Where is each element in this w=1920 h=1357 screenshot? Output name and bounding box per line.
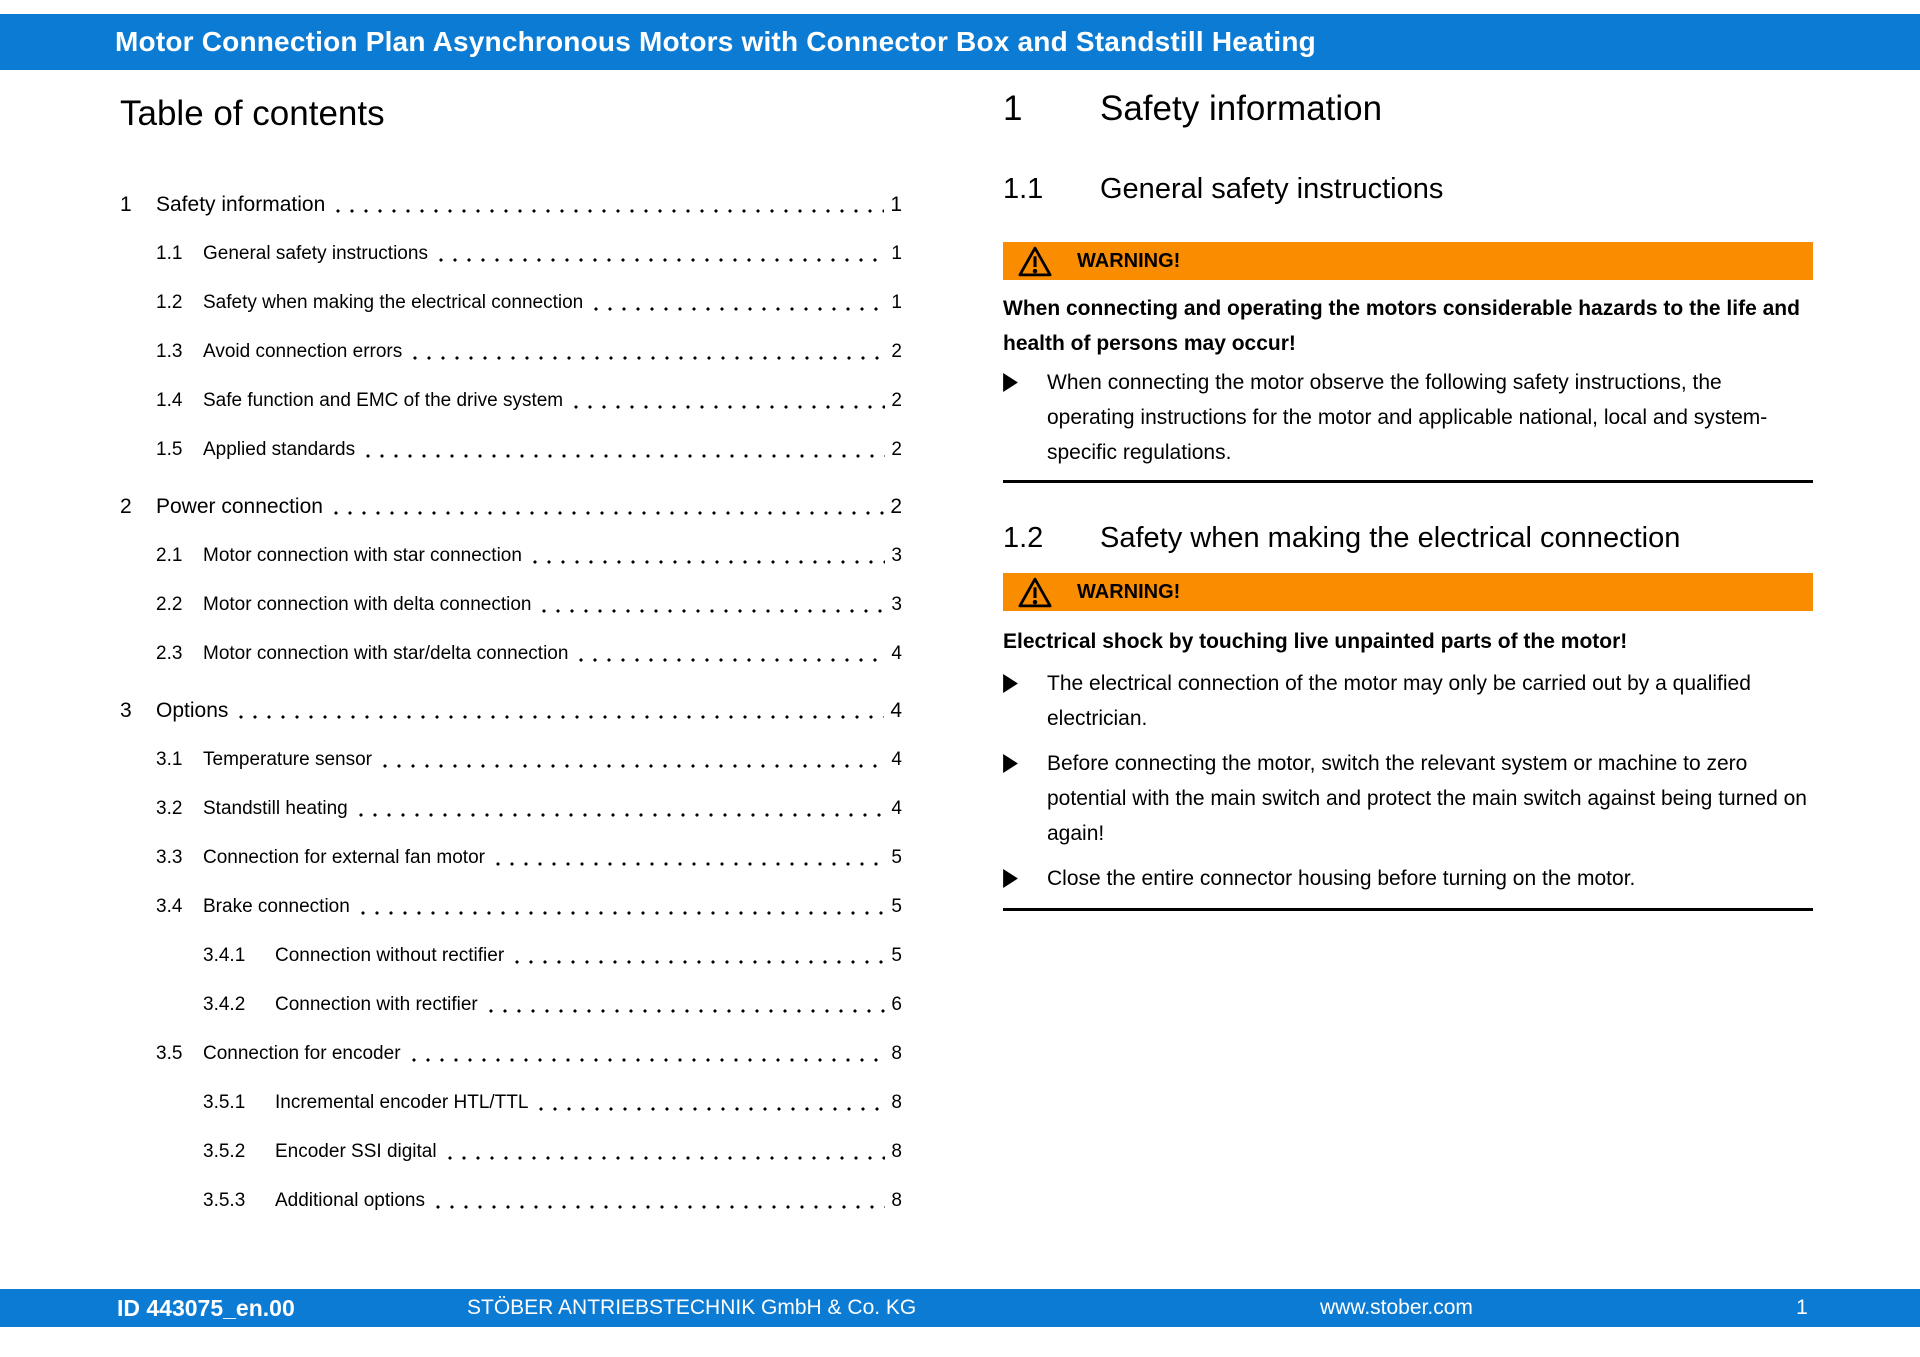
toc-item-number: 3.2 <box>156 798 183 819</box>
toc-item-title: Motor connection with delta connection <box>203 594 532 615</box>
bullet-text: When connecting the motor observe the following safety instructions, the operating instructions for the motor and applicable national, local and system-specific regulations. <box>1047 371 1768 464</box>
warning-banner <box>1003 242 1813 280</box>
toc-page-number: 8 <box>891 1190 902 1211</box>
toc-leader-dots <box>354 813 886 817</box>
toc-item-number: 3.4.1 <box>203 945 246 966</box>
toc-item-number: 3.3 <box>156 847 183 868</box>
toc-row[interactable] <box>120 376 902 425</box>
toc-item-title: Incremental encoder HTL/TTL <box>275 1092 529 1113</box>
toc-item-number: 2.1 <box>156 545 183 566</box>
toc-item-title: Standstill heating <box>203 798 348 819</box>
toc-item-title: Connection for external fan motor <box>203 847 485 868</box>
section-heading-1-1 <box>1003 172 1813 207</box>
bullet-arrow-icon <box>1003 365 1047 470</box>
toc-item-number: 3.5 <box>156 1043 183 1064</box>
section-heading-1-2 <box>1003 521 1813 556</box>
toc-item-number: 2 <box>120 495 132 518</box>
bullet-arrow-icon <box>1003 861 1047 896</box>
toc-page-number: 8 <box>891 1043 902 1064</box>
bullet-arrow-icon <box>1003 666 1047 736</box>
section-title: Safety when making the electrical connection <box>1100 522 1681 554</box>
section-title: Safety information <box>1100 89 1383 128</box>
divider-rule <box>1003 480 1813 483</box>
toc-item-number: 2.3 <box>156 643 183 664</box>
toc-leader-dots <box>528 560 885 564</box>
warning-bullet-list <box>1003 365 1813 470</box>
toc-page-number: 2 <box>891 439 902 460</box>
toc-item-number: 3.4.2 <box>203 994 246 1015</box>
toc-item-title: Connection with rectifier <box>275 994 478 1015</box>
toc-item-number: 3 <box>120 699 132 722</box>
toc-row[interactable] <box>120 425 902 474</box>
toc-row[interactable] <box>120 1029 902 1078</box>
toc-item-title: Safety when making the electrical connection <box>203 292 584 313</box>
toc-item-number: 2.2 <box>156 594 183 615</box>
toc-row[interactable] <box>120 833 902 882</box>
toc-item-title: Avoid connection errors <box>203 341 403 362</box>
toc-page-number: 4 <box>890 699 902 722</box>
main-content <box>1003 88 1813 911</box>
toc-item-title: Motor connection with star/delta connection <box>203 643 569 664</box>
footer-bar <box>0 1289 1920 1327</box>
section-number: 1 <box>1003 89 1023 128</box>
toc-leader-dots <box>510 960 885 964</box>
warning-banner <box>1003 573 1813 611</box>
toc-item-title: General safety instructions <box>203 243 428 264</box>
section-number: 1.1 <box>1003 173 1044 205</box>
warning-label: WARNING! <box>1077 580 1181 603</box>
toc-page-number: 6 <box>891 994 902 1015</box>
toc-row[interactable] <box>120 784 902 833</box>
toc-item-number: 1.5 <box>156 439 183 460</box>
toc-row[interactable] <box>120 327 902 376</box>
table-of-contents <box>120 88 902 1225</box>
toc-item-number: 3.5.3 <box>203 1190 246 1211</box>
warning-bullet <box>1003 861 1813 896</box>
toc-item-title: Connection for encoder <box>203 1043 401 1064</box>
document-title: Motor Connection Plan Asynchronous Motors with Connector Box and Standstill Heating <box>115 26 1316 57</box>
toc-page-number: 1 <box>891 243 902 264</box>
toc-row[interactable] <box>120 482 902 531</box>
toc-item-title: Power connection <box>156 495 323 518</box>
toc-page-number: 8 <box>891 1092 902 1113</box>
toc-item-number: 1.2 <box>156 292 183 313</box>
toc-item-title: Safety information <box>156 193 326 216</box>
toc-page-number: 5 <box>891 896 902 917</box>
toc-row[interactable] <box>120 931 902 980</box>
toc-item-number: 3.4 <box>156 896 183 917</box>
toc-leader-dots <box>356 911 886 915</box>
bullet-text: Before connecting the motor, switch the relevant system or machine to zero potential with the main switch and protect the main switch against being turned on again! <box>1047 752 1807 845</box>
toc-item-title: Brake connection <box>203 896 350 917</box>
toc-item-title: Motor connection with star connection <box>203 545 522 566</box>
toc-leader-dots <box>491 862 885 866</box>
toc-leader-dots <box>534 1107 885 1111</box>
toc-item-number: 1.3 <box>156 341 183 362</box>
toc-row[interactable] <box>120 278 902 327</box>
warning-triangle-icon <box>1017 246 1053 277</box>
bullet-text: Close the entire connector housing before turning on the motor. <box>1047 867 1636 890</box>
toc-page-number: 3 <box>891 545 902 566</box>
toc-row[interactable] <box>120 580 902 629</box>
section-title: General safety instructions <box>1100 173 1444 205</box>
toc-page-number: 4 <box>891 798 902 819</box>
toc-page-number: 5 <box>891 847 902 868</box>
toc-item-number: 1.4 <box>156 390 183 411</box>
toc-leader-dots <box>574 658 885 662</box>
toc-leader-dots <box>234 715 884 719</box>
toc-page-number: 3 <box>891 594 902 615</box>
toc-item-number: 1.1 <box>156 243 183 264</box>
warning-bullet <box>1003 666 1813 736</box>
toc-item-number: 3.1 <box>156 749 183 770</box>
toc-leader-dots <box>378 764 885 768</box>
toc-page-number: 4 <box>891 749 902 770</box>
toc-leader-dots <box>484 1009 886 1013</box>
bullet-arrow-icon <box>1003 746 1047 851</box>
toc-item-title: Options <box>156 699 229 722</box>
toc-leader-dots <box>407 1058 886 1062</box>
toc-page-number: 2 <box>891 341 902 362</box>
warning-bullet <box>1003 365 1813 470</box>
toc-item-title: Safe function and EMC of the drive system <box>203 390 564 411</box>
toc-row[interactable] <box>120 180 902 229</box>
toc-leader-dots <box>569 405 885 409</box>
footer-website-link[interactable]: www.stober.com <box>1320 1296 1473 1319</box>
toc-item-number: 3.5.2 <box>203 1141 246 1162</box>
footer-page-number: 1 <box>1796 1296 1808 1319</box>
toc-page-number: 4 <box>891 643 902 664</box>
footer-document-id: ID 443075_en.00 <box>117 1295 295 1321</box>
toc-page-number: 5 <box>891 945 902 966</box>
toc-leader-dots <box>329 511 884 515</box>
toc-row[interactable] <box>120 1176 902 1225</box>
toc-leader-dots <box>431 1205 885 1209</box>
toc-page-number: 2 <box>890 495 902 518</box>
toc-leader-dots <box>331 209 884 213</box>
toc-item-number: 3.5.1 <box>203 1092 246 1113</box>
toc-page-number: 8 <box>891 1141 902 1162</box>
toc-leader-dots <box>434 258 885 262</box>
toc-item-title: Additional options <box>275 1190 425 1211</box>
toc-leader-dots <box>408 356 885 360</box>
toc-row[interactable] <box>120 735 902 784</box>
toc-row[interactable] <box>120 1127 902 1176</box>
toc-row[interactable] <box>120 531 902 580</box>
section-heading-1 <box>1003 88 1813 130</box>
warning-bullet-list <box>1003 666 1813 896</box>
toc-item-title: Applied standards <box>203 439 356 460</box>
footer-company: STÖBER ANTRIEBSTECHNIK GmbH & Co. KG <box>467 1296 917 1319</box>
toc-row[interactable] <box>120 629 902 678</box>
toc-row[interactable] <box>120 882 902 931</box>
toc-item-number: 1 <box>120 193 132 216</box>
warning-lead: When connecting and operating the motors considerable hazards to the life and health of persons may occur! <box>1003 297 1800 355</box>
toc-row[interactable] <box>120 1078 902 1127</box>
toc-page-number: 1 <box>891 292 902 313</box>
toc-leader-dots <box>537 609 885 613</box>
toc-item-title: Connection without rectifier <box>275 945 505 966</box>
toc-leader-dots <box>361 454 885 458</box>
toc-row[interactable] <box>120 686 902 735</box>
divider-rule <box>1003 908 1813 911</box>
warning-bullet <box>1003 746 1813 851</box>
toc-item-title: Temperature sensor <box>203 749 372 770</box>
toc-item-title: Encoder SSI digital <box>275 1141 437 1162</box>
header-bar <box>0 14 1920 70</box>
toc-row[interactable] <box>120 229 902 278</box>
toc-heading: Table of contents <box>120 94 385 133</box>
section-number: 1.2 <box>1003 522 1044 554</box>
warning-label: WARNING! <box>1077 249 1181 272</box>
toc-leader-dots <box>589 307 885 311</box>
warning-lead: Electrical shock by touching live unpainted parts of the motor! <box>1003 630 1628 653</box>
toc-page-number: 2 <box>891 390 902 411</box>
toc-leader-dots <box>443 1156 886 1160</box>
toc-row[interactable] <box>120 980 902 1029</box>
bullet-text: The electrical connection of the motor may only be carried out by a qualified electrician. <box>1047 672 1751 730</box>
warning-triangle-icon <box>1017 577 1053 608</box>
toc-page-number: 1 <box>890 193 902 216</box>
